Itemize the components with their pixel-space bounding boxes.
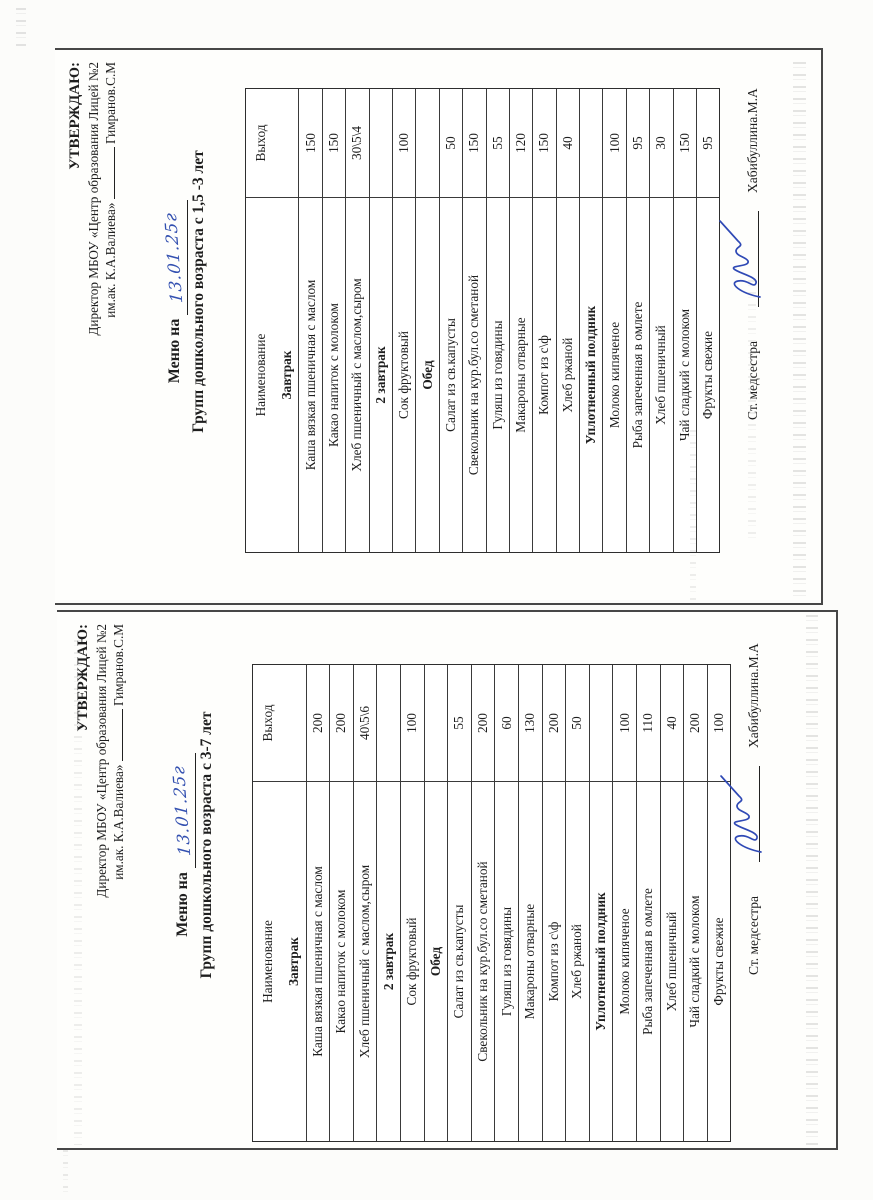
table-row (306, 665, 330, 1141)
table-row (612, 665, 636, 1141)
dish-name: Чай сладкий с молоком (674, 197, 696, 552)
dish-output: 200 (333, 713, 349, 733)
table-row (345, 89, 368, 552)
dish-output: 200 (309, 713, 325, 733)
approval-line2 (102, 62, 119, 605)
table-row (415, 89, 438, 552)
dish-name: Хлеб пшеничный с маслом,сыром (354, 781, 377, 1141)
dish-output: 150 (536, 133, 552, 153)
dish-name: Чай сладкий с молоком (684, 781, 707, 1141)
dish-output: 200 (687, 713, 703, 733)
menu-subtitle: Групп дошкольного возраста с 3-7 лет (198, 711, 215, 979)
dish-output: 95 (630, 136, 646, 150)
dish-output: 120 (513, 133, 529, 153)
dish-output: 40 (559, 136, 575, 150)
dish-output: 150 (676, 133, 692, 153)
table-row (376, 665, 400, 1141)
dish-output: 30 (653, 136, 669, 150)
scan-noise (16, 8, 26, 48)
signature-line (745, 766, 760, 862)
column-header-output: Выход (253, 124, 268, 162)
dish-output: 40\5\6 (357, 706, 373, 740)
dish-output: 100 (396, 133, 412, 153)
menu-subtitle: Групп дошкольного возраста с 1,5 -3 лет (190, 150, 207, 433)
table-row (518, 665, 542, 1141)
approval-line1: Директор МБОУ «Центр образования Лицей №2 (94, 624, 109, 898)
signature-blank-line (110, 709, 123, 761)
menu-title-line (161, 48, 188, 535)
nurse-signature-row (744, 48, 761, 605)
dish-name: Какао напиток с молоком (330, 781, 353, 1141)
table-row (626, 89, 649, 552)
dish-output: 100 (616, 713, 632, 733)
dish-name: Компот из с\ф (543, 781, 566, 1141)
dish-output (377, 665, 400, 781)
dish-name: Уплотненный полдник (590, 781, 613, 1141)
approval-title: УТВЕРЖДАЮ: (67, 62, 83, 170)
dish-name: Сок фруктовый (393, 197, 415, 552)
dish-name: Каша вязкая пшеничная с маслом (307, 781, 330, 1141)
scanned-sheet-menu-2 (57, 610, 838, 1150)
menu-title-block (169, 610, 218, 1150)
dish-name: Фрукты свежие (697, 197, 719, 552)
nurse-name: Хабибуллина.М.А (746, 643, 762, 749)
table-row (369, 89, 392, 552)
approval-line2-prefix: им.ак. К.А.Валиева» (111, 764, 126, 880)
dish-name: Свекольник на кур.бул.со сметаной (472, 781, 495, 1141)
dish-name: Свекольник на кур.бул.со сметаной (463, 197, 485, 552)
dish-name: Завтрак (276, 197, 298, 552)
dish-name: Обед (425, 781, 448, 1141)
dish-output (425, 665, 448, 781)
approval-line1: Директор МБОУ «Центр образования Лицей №2 (86, 62, 101, 336)
dish-output: 95 (700, 136, 716, 150)
dish-name: Хлеб пшеничный (661, 781, 684, 1141)
dish-name: Молоко кипяченое (613, 781, 636, 1141)
menu-title-line (169, 610, 196, 1080)
signature-scribble-icon (719, 772, 765, 860)
dish-name: Хлеб ржаной (566, 781, 589, 1141)
table-row (298, 89, 321, 552)
dish-name: Каша вязкая пшеничная с маслом (299, 197, 321, 552)
dish-name: Рыба запеченная в омлете (637, 781, 660, 1141)
signature-blank-line (102, 147, 115, 199)
dish-output: 200 (475, 713, 491, 733)
table-row (276, 89, 298, 552)
date-underline (169, 753, 196, 868)
table-row (329, 665, 353, 1141)
table-row (565, 665, 589, 1141)
table-row (494, 665, 518, 1141)
dish-name: Салат из св.капусты (448, 781, 471, 1141)
dish-output: 60 (498, 716, 514, 730)
table-row (673, 89, 696, 552)
dish-output: 30\5\4 (349, 126, 365, 160)
approval-line2-prefix: им.ак. К.А.Валиева» (103, 202, 118, 318)
dish-output (580, 89, 602, 197)
dish-output: 50 (569, 716, 585, 730)
dish-output: 150 (466, 133, 482, 153)
dish-name: Макароны отварные (519, 781, 542, 1141)
dish-output: 150 (302, 133, 318, 153)
dish-output: 100 (404, 713, 420, 733)
table-row (683, 665, 707, 1141)
date-underline (161, 200, 188, 315)
dish-name: Компот из с\ф (533, 197, 555, 552)
column-header-name: Наименование (246, 197, 276, 552)
table-row (589, 665, 613, 1141)
table-row (471, 665, 495, 1141)
dish-output (276, 89, 298, 197)
dish-output (416, 89, 438, 197)
page-content (55, 48, 823, 605)
signature-scribble-icon (718, 217, 764, 305)
table-header-row (246, 89, 276, 552)
dish-name: Молоко кипяченое (603, 197, 625, 552)
table-row (602, 89, 625, 552)
dish-output: 200 (545, 713, 561, 733)
dish-name: Хлеб пшеничный с маслом,сыром (346, 197, 368, 552)
table-row (353, 665, 377, 1141)
dish-output: 110 (640, 713, 656, 733)
dish-output: 50 (442, 136, 458, 150)
column-header-output: Выход (260, 704, 275, 742)
dish-name: Рыба запеченная в омлете (627, 197, 649, 552)
signature-line (744, 211, 759, 307)
menu-table (252, 664, 731, 1142)
nurse-role: Ст. медсестра (746, 896, 762, 975)
table-row (556, 89, 579, 552)
menu-title-block (161, 48, 210, 605)
dish-output: 100 (710, 713, 726, 733)
table-row (400, 665, 424, 1141)
table-row (636, 665, 660, 1141)
dish-output: 130 (522, 713, 538, 733)
dish-name: Салат из св.капусты (440, 197, 462, 552)
table-row (542, 665, 566, 1141)
dish-output: 55 (489, 136, 505, 150)
dish-name: Завтрак (283, 781, 306, 1141)
table-row (660, 665, 684, 1141)
dish-output: 55 (451, 716, 467, 730)
dish-name: Обед (416, 197, 438, 552)
director-name: Гимранов.С.М (111, 624, 126, 706)
table-row (283, 665, 306, 1141)
table-row (424, 665, 448, 1141)
dish-output: 40 (663, 716, 679, 730)
table-row (579, 89, 602, 552)
handwritten-date: 13.01.25г (168, 764, 195, 857)
approval-block (55, 48, 119, 605)
column-header-name: Наименование (253, 781, 283, 1141)
table-row (322, 89, 345, 552)
menu-table (245, 88, 720, 553)
table-row (447, 665, 471, 1141)
table-row (649, 89, 672, 552)
dish-name: Гуляш из говядины (487, 197, 509, 552)
nurse-signature-row (745, 610, 762, 1150)
dish-name: Сок фруктовый (401, 781, 424, 1141)
dish-name: Какао напиток с молоком (323, 197, 345, 552)
dish-output (370, 89, 392, 197)
approval-block (57, 610, 127, 1150)
table-row (462, 89, 485, 552)
dish-name: Хлеб пшеничный (650, 197, 672, 552)
page-content (57, 610, 838, 1150)
table-row (707, 665, 731, 1141)
dish-output: 100 (606, 133, 622, 153)
nurse-name: Хабибуллина.М.А (745, 88, 761, 194)
table-row (392, 89, 415, 552)
dish-output (590, 665, 613, 781)
scanned-sheet-menu-1 (55, 48, 823, 605)
handwritten-date: 13.01.25г (160, 211, 187, 304)
dish-output: 150 (325, 133, 341, 153)
dish-name: Уплотненный полдник (580, 197, 602, 552)
scan-noise (63, 1150, 68, 1195)
nurse-role: Ст. медсестра (745, 341, 761, 420)
director-name: Гимранов.С.М (103, 62, 118, 144)
table-row (439, 89, 462, 552)
dish-name: 2 завтрак (370, 197, 392, 552)
approval-title: УТВЕРЖДАЮ: (75, 624, 91, 732)
table-row (532, 89, 555, 552)
menu-title-label: Меню на (166, 318, 183, 384)
table-header-row (253, 665, 283, 1141)
menu-title-label: Меню на (174, 872, 191, 937)
dish-name: Фрукты свежие (708, 781, 731, 1141)
dish-name: 2 завтрак (377, 781, 400, 1141)
table-row (509, 89, 532, 552)
table-row (486, 89, 509, 552)
dish-name: Хлеб ржаной (557, 197, 579, 552)
approval-line2 (110, 624, 127, 1150)
dish-name: Макароны отварные (510, 197, 532, 552)
dish-output (283, 665, 306, 781)
table-row (696, 89, 719, 552)
dish-name: Гуляш из говядины (495, 781, 518, 1141)
